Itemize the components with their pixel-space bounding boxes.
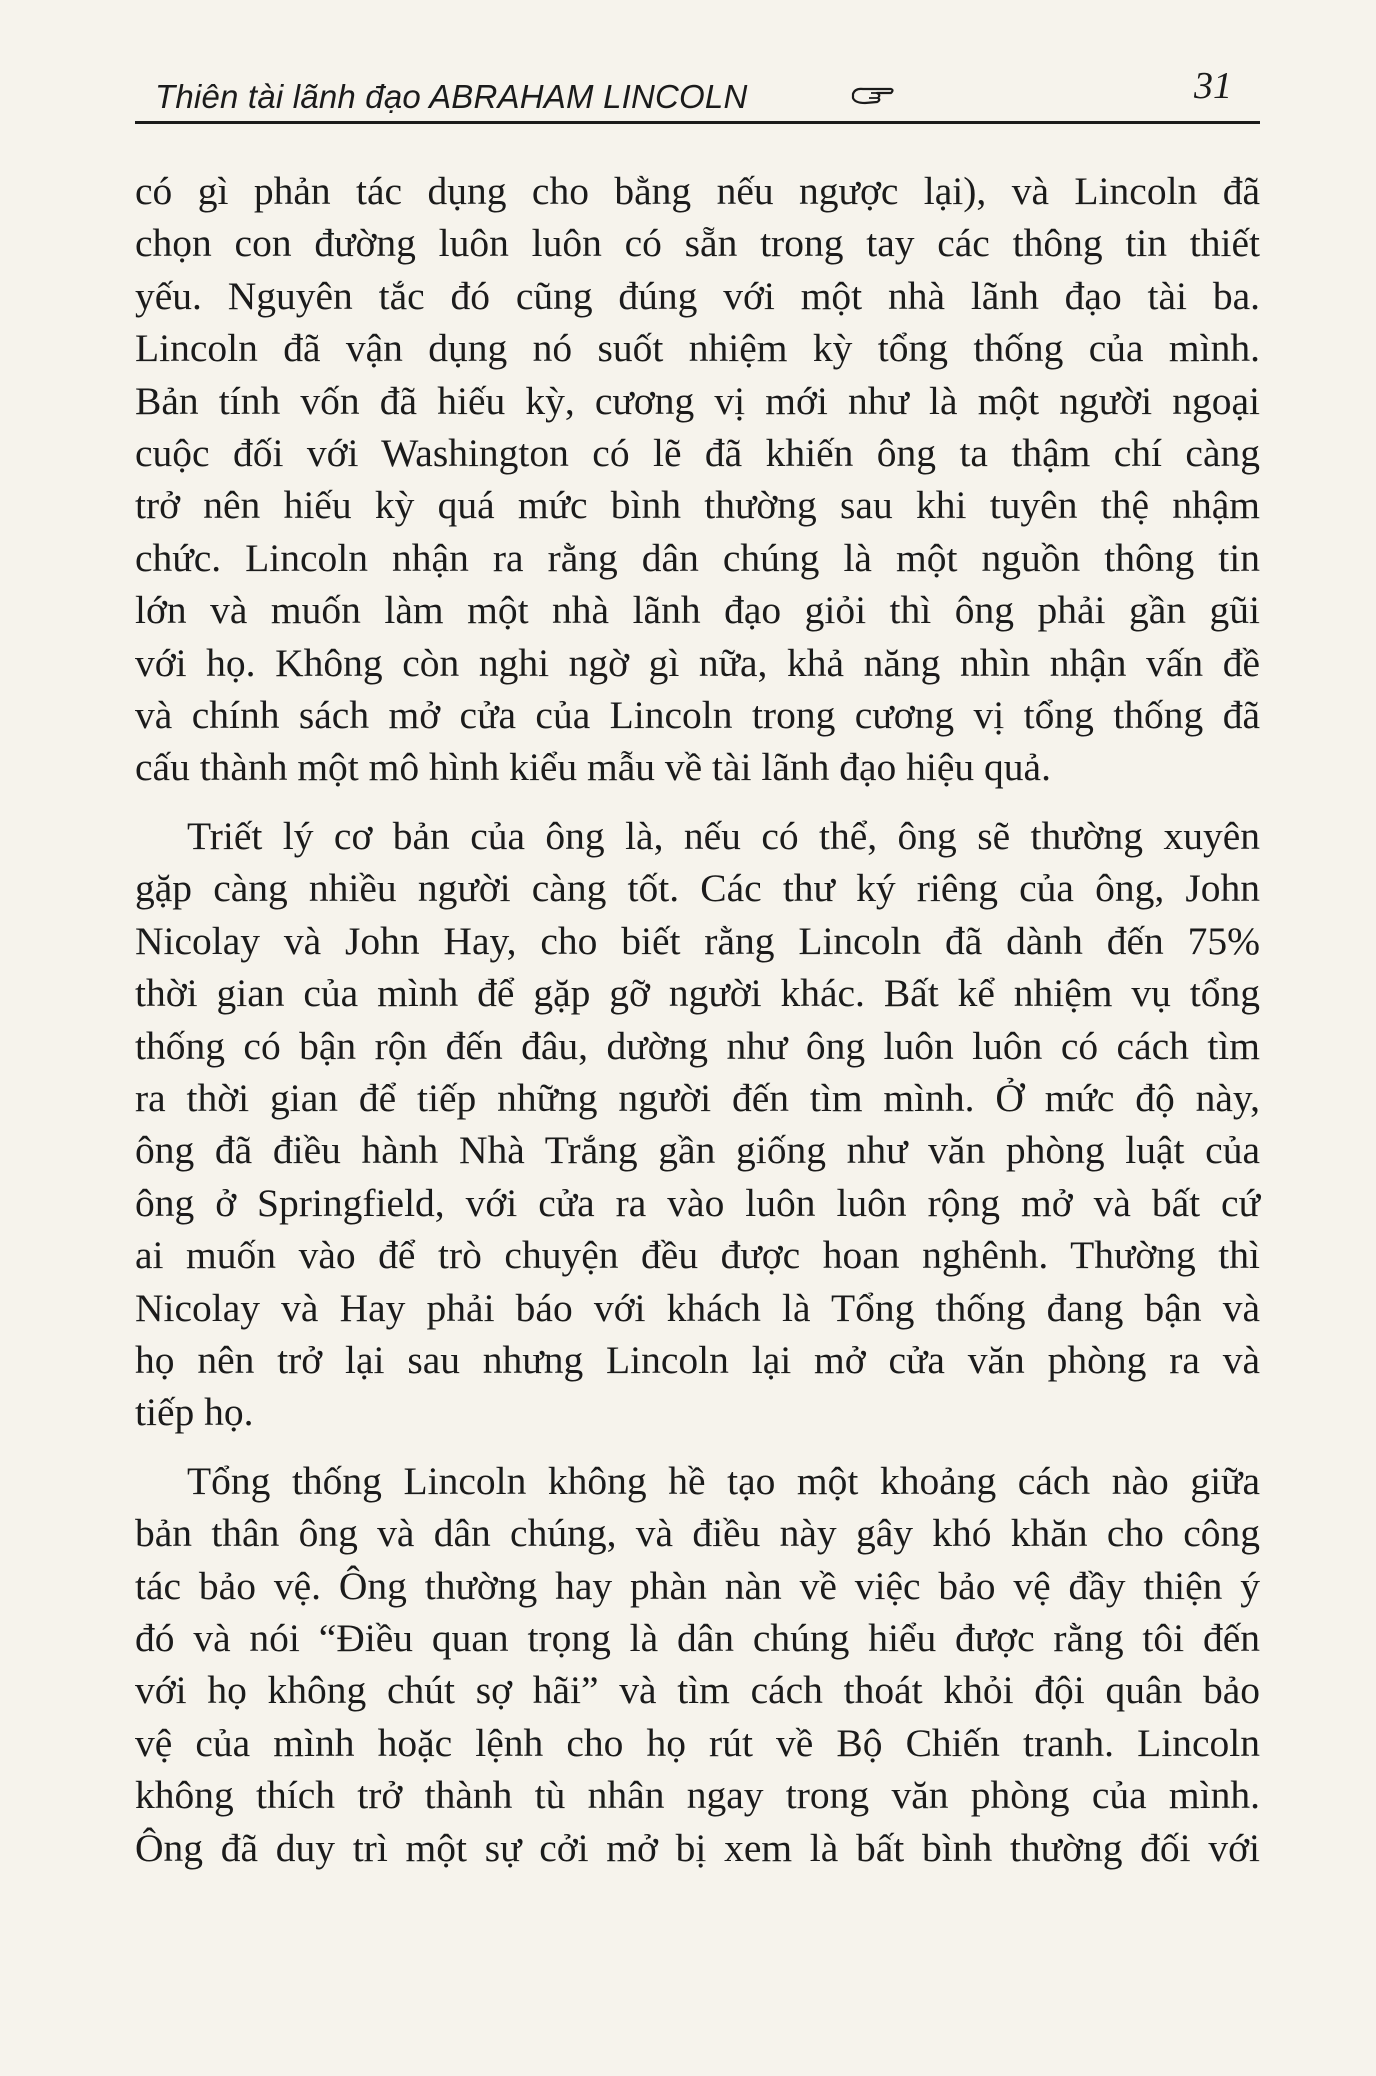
text-line: bản thân ông và dân chúng, và điều này gây khó khăn cho công (135, 1511, 1260, 1556)
body-text (135, 165, 1260, 1874)
text-line: Nicolay và John Hay, cho biết rằng Lincoln đã dành đến 75% (135, 918, 1260, 963)
text-line: thời gian của mình để gặp gỡ người khác. Bất kể nhiệm vụ tổng (135, 971, 1260, 1016)
text-line: trở nên hiếu kỳ quá mức bình thường sau khi tuyên thệ nhậm (135, 483, 1260, 528)
text-line: với họ không chút sợ hãi” và tìm cách thoát khỏi đội quân bảo (135, 1668, 1260, 1713)
text-line: thống có bận rộn đến đâu, dường như ông luôn luôn có cách tìm (135, 1023, 1260, 1068)
text-line: Bản tính vốn đã hiếu kỳ, cương vị mới như là một người ngoại (135, 378, 1260, 423)
header-title: Thiên tài lãnh đạo ABRAHAM LINCOLN (155, 78, 748, 115)
text-line: Lincoln đã vận dụng nó suốt nhiệm kỳ tổng thống của mình. (135, 326, 1260, 371)
text-line: đó và nói “Điều quan trọng là dân chúng hiểu được rằng tôi đến (135, 1615, 1260, 1660)
text-line: lớn và muốn làm một nhà lãnh đạo giỏi thì ông phải gần gũi (135, 588, 1260, 633)
text-line: Triết lý cơ bản của ông là, nếu có thể, ông sẽ thường xuyên (187, 813, 1260, 858)
page-number: 31 (1194, 65, 1232, 107)
text-line: cuộc đối với Washington có lẽ đã khiến ông ta thậm chí càng (135, 431, 1260, 476)
text-line: vệ của mình hoặc lệnh cho họ rút về Bộ Chiến tranh. Lincoln (135, 1720, 1260, 1765)
running-header (135, 58, 1260, 124)
text-line: có gì phản tác dụng cho bằng nếu ngược lại), và Lincoln đã (135, 169, 1260, 213)
text-line: và chính sách mở cửa của Lincoln trong cương vị tổng thống đã (135, 693, 1260, 738)
text-line: tác bảo vệ. Ông thường hay phàn nàn về việc bảo vệ đầy thiện ý (135, 1563, 1260, 1608)
paragraph (135, 810, 1260, 1439)
text-line: với họ. Không còn nghi ngờ gì nữa, khả năng nhìn nhận vấn đề (135, 640, 1260, 685)
text-line: cấu thành một mô hình kiểu mẫu về tài lãnh đạo hiệu quả. (135, 745, 1051, 790)
paragraph (135, 1455, 1260, 1874)
text-line: yếu. Nguyên tắc đó cũng đúng với một nhà lãnh đạo tài ba. (135, 273, 1260, 318)
paragraph (135, 165, 1260, 794)
text-line: Ông đã duy trì một sự cởi mở bị xem là bất bình thường đối với (135, 1825, 1260, 1870)
text-line: không thích trở thành tù nhân ngay trong văn phòng của mình. (135, 1773, 1260, 1818)
header-rule (135, 121, 1260, 124)
text-line: ông đã điều hành Nhà Trắng gần giống như văn phòng luật của (135, 1128, 1260, 1173)
text-line: chức. Lincoln nhận ra rằng dân chúng là một nguồn thông tin (135, 535, 1260, 580)
text-line: họ nên trở lại sau nhưng Lincoln lại mở cửa văn phòng ra và (135, 1337, 1260, 1382)
text-line: Nicolay và Hay phải báo với khách là Tổng thống đang bận và (135, 1285, 1260, 1330)
text-line: ai muốn vào để trò chuyện đều được hoan nghênh. Thường thì (135, 1233, 1260, 1278)
text-line: Tổng thống Lincoln không hề tạo một khoảng cách nào giữa (187, 1458, 1260, 1503)
text-line: chọn con đường luôn luôn có sẵn trong tay các thông tin thiết (135, 221, 1260, 266)
text-line: ra thời gian để tiếp những người đến tìm mình. Ở mức độ này, (135, 1075, 1260, 1120)
text-line: gặp càng nhiều người càng tốt. Các thư ký riêng của ông, John (135, 866, 1260, 911)
pointing-hand-icon (851, 84, 895, 108)
text-line: ông ở Springfield, với cửa ra vào luôn luôn rộng mở và bất cứ (135, 1180, 1260, 1225)
text-line: tiếp họ. (135, 1390, 254, 1435)
